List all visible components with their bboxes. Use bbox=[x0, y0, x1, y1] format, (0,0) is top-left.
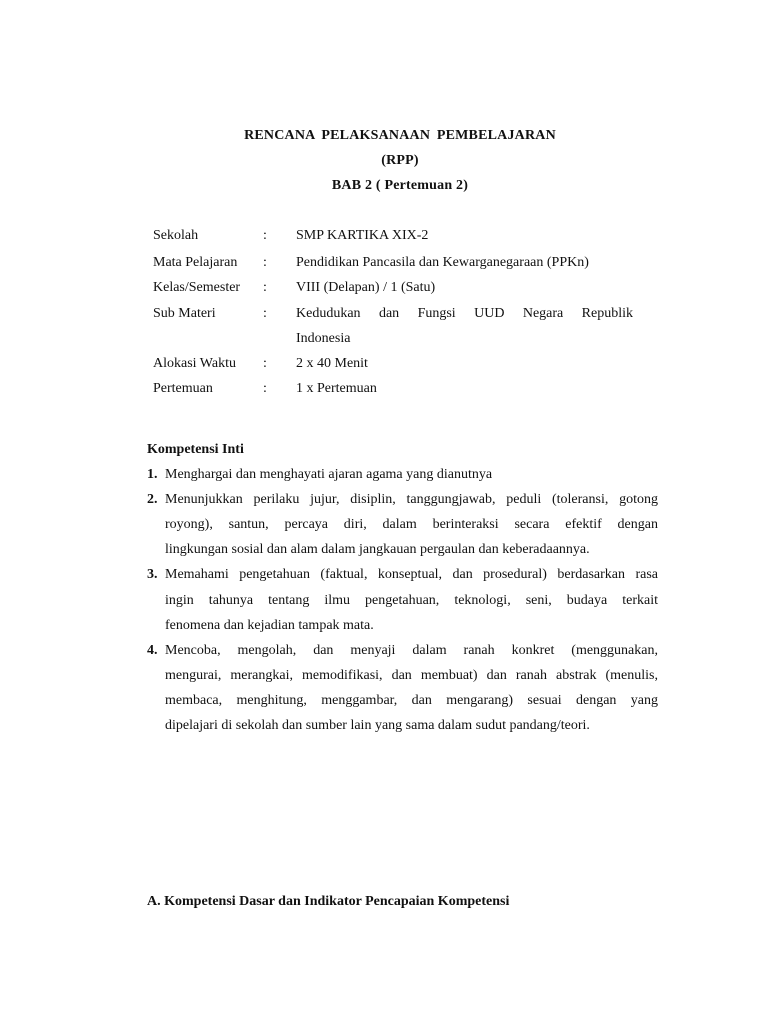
list-item-text: dipelajari di sekolah dan sumber lain yang sama dalam sudut pandang/teori. bbox=[165, 718, 590, 733]
chapter-title: BAB 2 ( Pertemuan 2) bbox=[331, 178, 469, 193]
list-item-text: Menghargai dan menghayati ajaran agama yang dianutnya bbox=[165, 467, 493, 482]
list-item-number: 4. bbox=[147, 643, 158, 658]
material-label: Sub Materi bbox=[153, 306, 216, 321]
list-item-text: mengurai, merangkai, memodifikasi, dan membuat) dan ranah abstrak (menulis, bbox=[165, 668, 658, 683]
meeting-label: Pertemuan bbox=[153, 381, 213, 396]
meeting-value: 1 x Pertemuan bbox=[296, 381, 377, 396]
document-abbreviation: (RPP) bbox=[381, 153, 419, 168]
colon: : bbox=[263, 306, 267, 321]
colon: : bbox=[263, 228, 267, 243]
time-value: 2 x 40 Menit bbox=[296, 356, 368, 371]
subject-value: Pendidikan Pancasila dan Kewarganegaraan (PPKn) bbox=[296, 255, 589, 270]
document-title: RENCANA PELAKSANAAN PEMBELAJARAN bbox=[244, 128, 556, 143]
kompetensi-inti-heading: Kompetensi Inti bbox=[147, 442, 244, 457]
list-item-number: 3. bbox=[147, 567, 158, 582]
subject-label: Mata Pelajaran bbox=[153, 255, 238, 270]
list-item-number: 1. bbox=[147, 467, 158, 482]
colon: : bbox=[263, 381, 267, 396]
list-item-text: fenomena dan kejadian tampak mata. bbox=[165, 618, 374, 633]
list-item-text: Mencoba, mengolah, dan menyaji dalam ranah konkret (menggunakan, bbox=[165, 643, 658, 658]
time-label: Alokasi Waktu bbox=[153, 356, 236, 371]
list-item-number: 2. bbox=[147, 492, 158, 507]
material-value-line1: Kedudukan dan Fungsi UUD Negara Republik bbox=[296, 306, 633, 321]
colon: : bbox=[263, 356, 267, 371]
colon: : bbox=[263, 280, 267, 295]
list-item-text: ingin tahunya tentang ilmu pengetahuan, teknologi, seni, budaya terkait bbox=[165, 593, 658, 608]
list-item-text: membaca, menghitung, menggambar, dan mengarang) sesuai dengan yang bbox=[165, 693, 658, 708]
class-value: VIII (Delapan) / 1 (Satu) bbox=[296, 280, 436, 295]
school-value: SMP KARTIKA XIX-2 bbox=[296, 228, 429, 243]
list-item-text: royong), santun, percaya diri, dalam berinteraksi secara efektif dengan bbox=[165, 517, 658, 532]
list-item-text: Menunjukkan perilaku jujur, disiplin, tanggungjawab, peduli (toleransi, gotong bbox=[165, 492, 658, 507]
section-a-heading: A. Kompetensi Dasar dan Indikator Pencapaian Kompetensi bbox=[147, 894, 510, 909]
class-label: Kelas/Semester bbox=[153, 280, 241, 295]
list-item-text: Memahami pengetahuan (faktual, konseptual, dan prosedural) berdasarkan rasa bbox=[165, 567, 658, 582]
material-value-line2: Indonesia bbox=[296, 331, 351, 346]
colon: : bbox=[263, 255, 267, 270]
school-label: Sekolah bbox=[153, 228, 199, 243]
list-item-text: lingkungan sosial dan alam dalam jangkauan pergaulan dan keberadaannya. bbox=[165, 542, 590, 557]
